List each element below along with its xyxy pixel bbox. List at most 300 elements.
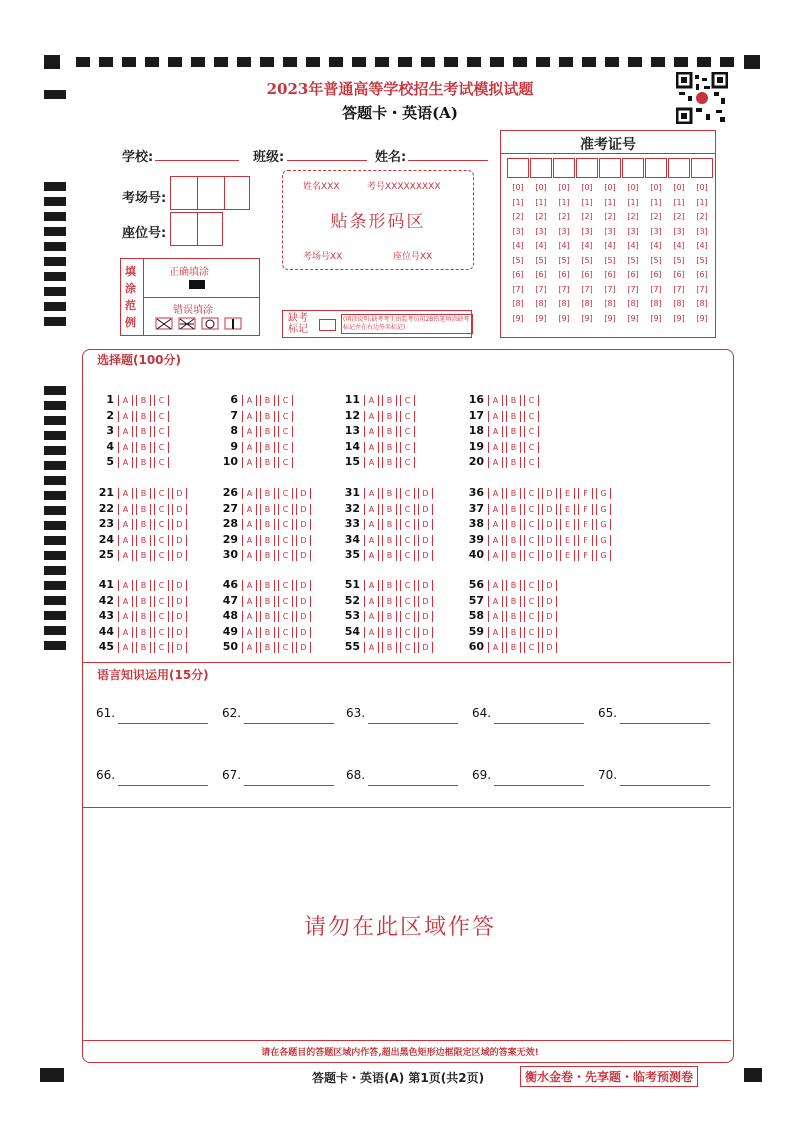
option-bubble[interactable]: A (242, 535, 257, 546)
choice-question[interactable] (94, 578, 190, 592)
option-bubble[interactable]: B (136, 395, 151, 406)
option-bubble[interactable]: B (260, 596, 275, 607)
admission-bubble[interactable]: [1] (673, 197, 685, 207)
admission-bubble[interactable]: [4] (696, 241, 708, 250)
admission-bubble[interactable]: [8] (673, 299, 685, 308)
blank-answer-line[interactable] (244, 771, 334, 786)
admission-bubble[interactable]: [4] (535, 241, 547, 250)
option-bubble[interactable]: C (278, 596, 293, 607)
option-bubble[interactable]: B (136, 411, 151, 422)
admission-bubble[interactable]: [5] (581, 255, 593, 265)
option-bubble[interactable]: A (364, 642, 379, 653)
option-bubble[interactable]: B (506, 488, 521, 499)
option-bubble[interactable]: A (118, 395, 133, 406)
choice-question[interactable] (94, 625, 190, 639)
option-bubble[interactable]: A (118, 488, 133, 499)
option-bubble[interactable]: D (542, 596, 557, 607)
option-bubble[interactable]: A (118, 411, 133, 422)
option-bubble[interactable]: F (578, 488, 593, 499)
admission-bubble[interactable]: [6] (512, 270, 524, 279)
option-bubble[interactable]: B (136, 596, 151, 607)
option-bubble[interactable]: B (506, 442, 521, 453)
choice-question[interactable] (464, 578, 560, 592)
option-bubble[interactable]: C (278, 411, 293, 422)
option-bubble[interactable]: D (296, 611, 311, 622)
admission-bubble[interactable]: [8] (512, 299, 524, 308)
option-bubble[interactable]: A (242, 442, 257, 453)
admission-bubble[interactable]: [2] (581, 212, 593, 221)
option-bubble[interactable]: C (524, 611, 539, 622)
admission-bubble[interactable]: [8] (604, 299, 616, 308)
blank-answer-line[interactable] (620, 771, 710, 786)
choice-question[interactable] (218, 594, 314, 608)
choice-question[interactable] (218, 455, 296, 469)
choice-question[interactable] (94, 533, 190, 547)
option-bubble[interactable]: B (382, 596, 397, 607)
choice-question[interactable] (340, 393, 418, 407)
option-bubble[interactable]: C (524, 580, 539, 591)
option-bubble[interactable]: B (260, 580, 275, 591)
option-bubble[interactable]: B (506, 411, 521, 422)
choice-question[interactable] (340, 517, 436, 531)
admission-digit-box[interactable] (507, 158, 529, 178)
admission-bubble[interactable]: [1] (696, 197, 708, 207)
option-bubble[interactable]: D (542, 611, 557, 622)
option-bubble[interactable]: B (136, 504, 151, 515)
option-bubble[interactable]: B (260, 504, 275, 515)
choice-question[interactable] (94, 609, 190, 623)
admission-bubble[interactable]: [5] (627, 255, 639, 265)
option-bubble[interactable]: B (382, 580, 397, 591)
option-bubble[interactable]: D (172, 504, 187, 515)
admission-bubble[interactable]: [8] (558, 299, 570, 308)
option-bubble[interactable]: G (596, 488, 611, 499)
admission-bubble[interactable]: [4] (627, 241, 639, 250)
option-bubble[interactable]: C (154, 411, 169, 422)
option-bubble[interactable]: B (136, 611, 151, 622)
option-bubble[interactable]: D (172, 580, 187, 591)
option-bubble[interactable]: A (118, 596, 133, 607)
admission-bubble[interactable]: [7] (535, 284, 547, 294)
option-bubble[interactable]: F (578, 504, 593, 515)
option-bubble[interactable]: B (506, 504, 521, 515)
option-bubble[interactable]: A (364, 596, 379, 607)
option-bubble[interactable]: A (488, 627, 503, 638)
option-bubble[interactable]: D (296, 596, 311, 607)
choice-question[interactable] (464, 440, 542, 454)
choice-question[interactable] (94, 640, 190, 654)
option-bubble[interactable]: D (418, 535, 433, 546)
admission-bubble[interactable]: [8] (650, 299, 662, 308)
option-bubble[interactable]: E (560, 550, 575, 561)
option-bubble[interactable]: C (524, 442, 539, 453)
admission-bubble[interactable]: [5] (696, 255, 708, 265)
admission-bubble[interactable]: [0] (696, 183, 708, 192)
choice-question[interactable] (94, 393, 172, 407)
option-bubble[interactable]: C (154, 611, 169, 622)
option-bubble[interactable]: C (154, 535, 169, 546)
option-bubble[interactable]: C (400, 504, 415, 515)
admission-bubble[interactable]: [6] (673, 270, 685, 279)
option-bubble[interactable]: D (418, 504, 433, 515)
option-bubble[interactable]: B (382, 504, 397, 515)
admission-digit-box[interactable] (645, 158, 667, 178)
option-bubble[interactable]: A (242, 580, 257, 591)
option-bubble[interactable]: C (524, 642, 539, 653)
option-bubble[interactable]: G (596, 535, 611, 546)
admission-bubble[interactable]: [6] (604, 270, 616, 279)
option-bubble[interactable]: B (506, 535, 521, 546)
admission-bubble[interactable]: [8] (581, 299, 593, 308)
choice-question[interactable] (218, 393, 296, 407)
choice-question[interactable] (94, 594, 190, 608)
choice-question[interactable] (340, 609, 436, 623)
admission-bubble[interactable]: [6] (650, 270, 662, 279)
admission-bubble[interactable]: [7] (512, 284, 524, 294)
option-bubble[interactable]: A (364, 627, 379, 638)
admission-bubble[interactable]: [6] (558, 270, 570, 279)
option-bubble[interactable]: C (154, 519, 169, 530)
choice-question[interactable] (94, 455, 172, 469)
option-bubble[interactable]: B (506, 611, 521, 622)
admission-bubble[interactable]: [7] (558, 284, 570, 294)
option-bubble[interactable]: D (172, 550, 187, 561)
option-bubble[interactable]: B (260, 411, 275, 422)
admission-bubble[interactable]: [9] (558, 313, 570, 323)
option-bubble[interactable]: B (382, 627, 397, 638)
choice-question[interactable] (94, 548, 190, 562)
blank-answer-line[interactable] (494, 771, 584, 786)
option-bubble[interactable]: C (524, 488, 539, 499)
option-bubble[interactable]: B (382, 395, 397, 406)
option-bubble[interactable]: C (154, 488, 169, 499)
choice-question[interactable] (94, 409, 172, 423)
option-bubble[interactable]: B (260, 535, 275, 546)
choice-question[interactable] (218, 424, 296, 438)
blank-answer-line[interactable] (494, 709, 584, 724)
option-bubble[interactable]: C (154, 395, 169, 406)
option-bubble[interactable]: B (506, 627, 521, 638)
option-bubble[interactable]: D (296, 488, 311, 499)
option-bubble[interactable]: A (488, 519, 503, 530)
admission-bubble[interactable]: [0] (581, 183, 593, 192)
option-bubble[interactable]: C (154, 457, 169, 468)
admission-bubble[interactable]: [9] (650, 313, 662, 323)
option-bubble[interactable]: B (382, 611, 397, 622)
admission-bubble[interactable]: [7] (627, 284, 639, 294)
option-bubble[interactable]: A (242, 519, 257, 530)
option-bubble[interactable]: C (400, 457, 415, 468)
option-bubble[interactable]: A (118, 504, 133, 515)
option-bubble[interactable]: C (278, 442, 293, 453)
admission-bubble[interactable]: [9] (512, 313, 524, 323)
option-bubble[interactable]: C (524, 457, 539, 468)
option-bubble[interactable]: A (364, 611, 379, 622)
option-bubble[interactable]: C (400, 580, 415, 591)
option-bubble[interactable]: D (172, 642, 187, 653)
option-bubble[interactable]: A (242, 627, 257, 638)
option-bubble[interactable]: C (400, 611, 415, 622)
option-bubble[interactable]: A (364, 411, 379, 422)
option-bubble[interactable]: B (260, 488, 275, 499)
choice-question[interactable] (218, 609, 314, 623)
option-bubble[interactable]: A (488, 596, 503, 607)
choice-question[interactable] (218, 625, 314, 639)
option-bubble[interactable]: A (242, 596, 257, 607)
choice-question[interactable] (464, 548, 614, 562)
admission-bubble[interactable]: [6] (627, 270, 639, 279)
admission-bubble[interactable]: [7] (581, 284, 593, 294)
option-bubble[interactable]: A (488, 411, 503, 422)
choice-question[interactable] (340, 502, 436, 516)
blank-answer-line[interactable] (368, 771, 458, 786)
admission-bubble[interactable]: [3] (558, 226, 570, 236)
admission-bubble[interactable]: [7] (696, 284, 708, 294)
option-bubble[interactable]: C (524, 519, 539, 530)
choice-question[interactable] (340, 578, 436, 592)
option-bubble[interactable]: D (418, 611, 433, 622)
option-bubble[interactable]: D (296, 504, 311, 515)
option-bubble[interactable]: A (242, 550, 257, 561)
option-bubble[interactable]: D (542, 519, 557, 530)
option-bubble[interactable]: B (260, 442, 275, 453)
admission-bubble[interactable]: [7] (604, 284, 616, 294)
admission-bubble[interactable]: [7] (673, 284, 685, 294)
admission-bubble[interactable]: [4] (650, 241, 662, 250)
option-bubble[interactable]: C (278, 550, 293, 561)
option-bubble[interactable]: D (296, 580, 311, 591)
option-bubble[interactable]: E (560, 488, 575, 499)
option-bubble[interactable]: C (278, 519, 293, 530)
option-bubble[interactable]: C (400, 395, 415, 406)
admission-bubble[interactable]: [8] (627, 299, 639, 308)
admission-bubble[interactable]: [3] (512, 226, 524, 236)
option-bubble[interactable]: A (242, 504, 257, 515)
option-bubble[interactable]: C (400, 535, 415, 546)
option-bubble[interactable]: B (136, 550, 151, 561)
admission-bubble[interactable]: [0] (627, 183, 639, 192)
admission-digit-box[interactable] (530, 158, 552, 178)
admission-bubble[interactable]: [0] (512, 183, 524, 192)
option-bubble[interactable]: C (524, 411, 539, 422)
option-bubble[interactable]: C (400, 411, 415, 422)
option-bubble[interactable]: C (154, 550, 169, 561)
admission-digit-box[interactable] (553, 158, 575, 178)
option-bubble[interactable]: A (242, 488, 257, 499)
option-bubble[interactable]: C (400, 627, 415, 638)
choice-question[interactable] (464, 517, 614, 531)
option-bubble[interactable]: A (364, 488, 379, 499)
option-bubble[interactable]: C (400, 519, 415, 530)
admission-bubble[interactable]: [9] (581, 313, 593, 323)
option-bubble[interactable]: G (596, 550, 611, 561)
option-bubble[interactable]: D (542, 535, 557, 546)
option-bubble[interactable]: A (242, 611, 257, 622)
option-bubble[interactable]: B (382, 488, 397, 499)
option-bubble[interactable]: A (488, 504, 503, 515)
option-bubble[interactable]: B (260, 642, 275, 653)
choice-question[interactable] (94, 486, 190, 500)
admission-digit-box[interactable] (599, 158, 621, 178)
admission-bubble[interactable]: [2] (558, 212, 570, 221)
option-bubble[interactable]: A (364, 535, 379, 546)
option-bubble[interactable]: B (382, 535, 397, 546)
option-bubble[interactable]: D (418, 550, 433, 561)
option-bubble[interactable]: C (154, 426, 169, 437)
option-bubble[interactable]: D (542, 642, 557, 653)
option-bubble[interactable]: B (382, 426, 397, 437)
option-bubble[interactable]: C (154, 642, 169, 653)
admission-bubble[interactable]: [6] (581, 270, 593, 279)
option-bubble[interactable]: C (154, 442, 169, 453)
option-bubble[interactable]: C (400, 550, 415, 561)
option-bubble[interactable]: A (488, 550, 503, 561)
admission-digit-box[interactable] (576, 158, 598, 178)
option-bubble[interactable]: B (136, 426, 151, 437)
admission-bubble[interactable]: [5] (558, 255, 570, 265)
option-bubble[interactable]: D (172, 535, 187, 546)
option-bubble[interactable]: D (418, 519, 433, 530)
option-bubble[interactable]: B (506, 457, 521, 468)
option-bubble[interactable]: B (136, 442, 151, 453)
choice-question[interactable] (218, 409, 296, 423)
option-bubble[interactable]: A (118, 535, 133, 546)
option-bubble[interactable]: A (364, 426, 379, 437)
option-bubble[interactable]: A (364, 580, 379, 591)
choice-question[interactable] (464, 502, 614, 516)
option-bubble[interactable]: A (118, 519, 133, 530)
name-field[interactable] (408, 146, 488, 161)
admission-bubble[interactable]: [0] (604, 183, 616, 192)
choice-question[interactable] (218, 440, 296, 454)
choice-question[interactable] (340, 533, 436, 547)
blank-answer-line[interactable] (244, 709, 334, 724)
admission-bubble[interactable]: [5] (650, 255, 662, 265)
admission-bubble[interactable]: [2] (627, 212, 639, 221)
option-bubble[interactable]: B (506, 426, 521, 437)
choice-question[interactable] (464, 625, 560, 639)
option-bubble[interactable]: B (506, 519, 521, 530)
admission-bubble[interactable]: [0] (673, 183, 685, 192)
choice-question[interactable] (464, 594, 560, 608)
choice-question[interactable] (340, 548, 436, 562)
option-bubble[interactable]: A (488, 442, 503, 453)
admission-digit-box[interactable] (691, 158, 713, 178)
choice-question[interactable] (94, 502, 190, 516)
choice-question[interactable] (218, 533, 314, 547)
choice-question[interactable] (340, 409, 418, 423)
option-bubble[interactable]: C (278, 642, 293, 653)
option-bubble[interactable]: A (364, 442, 379, 453)
option-bubble[interactable]: B (136, 519, 151, 530)
option-bubble[interactable]: A (488, 426, 503, 437)
option-bubble[interactable]: D (172, 519, 187, 530)
option-bubble[interactable]: F (578, 535, 593, 546)
choice-question[interactable] (94, 424, 172, 438)
option-bubble[interactable]: D (296, 642, 311, 653)
school-field[interactable] (155, 146, 239, 161)
option-bubble[interactable]: A (242, 426, 257, 437)
admission-bubble[interactable]: [2] (650, 212, 662, 221)
admission-bubble[interactable]: [0] (558, 183, 570, 192)
admission-bubble[interactable]: [4] (673, 241, 685, 250)
option-bubble[interactable]: A (364, 395, 379, 406)
option-bubble[interactable]: B (260, 519, 275, 530)
choice-question[interactable] (94, 440, 172, 454)
room-boxes[interactable] (170, 176, 250, 210)
option-bubble[interactable]: D (418, 596, 433, 607)
admission-bubble[interactable]: [4] (581, 241, 593, 250)
option-bubble[interactable]: C (154, 596, 169, 607)
choice-question[interactable] (464, 609, 560, 623)
choice-question[interactable] (340, 594, 436, 608)
option-bubble[interactable]: C (278, 457, 293, 468)
admission-bubble[interactable]: [5] (535, 255, 547, 265)
option-bubble[interactable]: B (136, 627, 151, 638)
choice-question[interactable] (218, 517, 314, 531)
option-bubble[interactable]: C (524, 550, 539, 561)
option-bubble[interactable]: C (278, 535, 293, 546)
option-bubble[interactable]: C (400, 488, 415, 499)
admission-bubble[interactable]: [9] (535, 313, 547, 323)
admission-bubble[interactable]: [6] (535, 270, 547, 279)
option-bubble[interactable]: D (418, 580, 433, 591)
option-bubble[interactable]: B (382, 642, 397, 653)
choice-question[interactable] (340, 455, 418, 469)
option-bubble[interactable]: D (172, 611, 187, 622)
admission-bubble[interactable]: [2] (535, 212, 547, 221)
option-bubble[interactable]: B (260, 611, 275, 622)
option-bubble[interactable]: D (172, 596, 187, 607)
option-bubble[interactable]: D (542, 580, 557, 591)
admission-bubble[interactable]: [3] (604, 226, 616, 236)
option-bubble[interactable]: D (542, 627, 557, 638)
option-bubble[interactable]: E (560, 519, 575, 530)
choice-question[interactable] (218, 640, 314, 654)
option-bubble[interactable]: B (382, 411, 397, 422)
option-bubble[interactable]: A (118, 611, 133, 622)
option-bubble[interactable]: A (488, 535, 503, 546)
option-bubble[interactable]: A (488, 611, 503, 622)
blank-answer-line[interactable] (620, 709, 710, 724)
option-bubble[interactable]: B (506, 580, 521, 591)
option-bubble[interactable]: B (136, 642, 151, 653)
blank-answer-line[interactable] (118, 771, 208, 786)
option-bubble[interactable]: A (242, 411, 257, 422)
option-bubble[interactable]: B (382, 550, 397, 561)
option-bubble[interactable]: A (364, 550, 379, 561)
option-bubble[interactable]: C (524, 627, 539, 638)
option-bubble[interactable]: E (560, 535, 575, 546)
option-bubble[interactable]: G (596, 519, 611, 530)
class-field[interactable] (287, 146, 367, 161)
option-bubble[interactable]: A (488, 642, 503, 653)
admission-bubble[interactable]: [0] (650, 183, 662, 192)
option-bubble[interactable]: B (382, 442, 397, 453)
admission-bubble[interactable]: [9] (627, 313, 639, 323)
option-bubble[interactable]: A (488, 488, 503, 499)
option-bubble[interactable]: D (418, 488, 433, 499)
option-bubble[interactable]: C (278, 580, 293, 591)
choice-question[interactable] (218, 502, 314, 516)
option-bubble[interactable]: B (260, 426, 275, 437)
admission-bubble[interactable]: [2] (696, 212, 708, 221)
option-bubble[interactable]: D (172, 627, 187, 638)
option-bubble[interactable]: C (524, 535, 539, 546)
blank-answer-line[interactable] (368, 709, 458, 724)
option-bubble[interactable]: C (278, 426, 293, 437)
admission-bubble[interactable]: [1] (558, 197, 570, 207)
